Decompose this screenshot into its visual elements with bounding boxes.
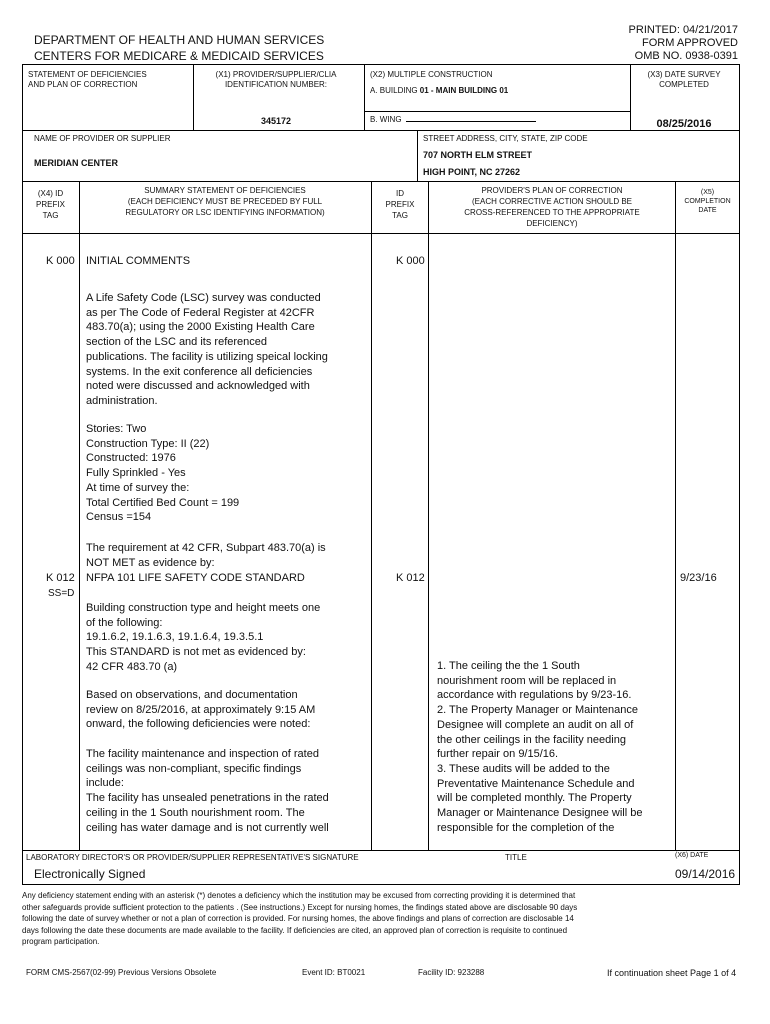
x3-value: 08/25/2016: [656, 118, 712, 130]
completion-date: 9/23/16: [680, 572, 717, 584]
address-line1: 707 NORTH ELM STREET: [423, 150, 533, 160]
address-line2: HIGH POINT, NC 27262: [423, 167, 521, 177]
col-id-header: ID PREFIX TAG: [385, 189, 415, 220]
tag-k000-right: K 000: [396, 255, 425, 267]
tag-k012-severity: SS=D: [48, 588, 75, 599]
department-title: DEPARTMENT OF HEALTH AND HUMAN SERVICES: [34, 33, 325, 47]
signature-date: 09/14/2016: [675, 867, 736, 881]
x2-wing: [370, 115, 536, 124]
event-id: Event ID: BT0021: [302, 968, 366, 977]
form-id: FORM CMS-2567(02-99) Previous Versions Obsolete: [26, 968, 217, 977]
form-approved: FORM APPROVED: [642, 37, 738, 49]
x2-label: (X2) MULTIPLE CONSTRUCTION: [370, 70, 493, 79]
statement-label: STATEMENT OF DEFICIENCIES AND PLAN OF CORRECTION: [28, 70, 147, 89]
facility-id: Facility ID: 923288: [418, 968, 485, 977]
address-label: STREET ADDRESS, CITY, STATE, ZIP CODE: [423, 134, 588, 143]
paragraph-findings: The facility maintenance and inspection of rated ceilings was non-compliant, specific findings include: The facility has unsealed penetrations in the rated ceiling in the 1 South nourishment room. The ceiling has water damage and is not currently well: [86, 748, 329, 834]
building-value: 01 - MAIN BUILDING 01: [419, 86, 509, 95]
paragraph-building-info: Stories: Two Construction Type: II (22) Constructed: 1976 Fully Sprinkled - Yes At time of survey the: Total Certified Bed Count = 199 Census =154: [86, 423, 240, 524]
x1-value: 345172: [260, 116, 292, 126]
col-x4-header: (X4) ID PREFIX TAG: [36, 189, 65, 220]
col-summary-header: SUMMARY STATEMENT OF DEFICIENCIES (EACH DEFICIENCY MUST BE PRECEDED BY FULL REGULATORY OR LSC IDENTIFYING INFORMATION): [125, 186, 325, 217]
electronically-signed: Electronically Signed: [34, 867, 146, 881]
paragraph-lsc-survey: A Life Safety Code (LSC) survey was conducted as per The Code of Federal Register at 42CFR 483.70(a); using the 2000 Existing Health Care section of the LSC and its referenced publications. The facility is utilizing speical locking systems. In the exit conference all deficiencies noted were discussed and acknowledged with administration.: [86, 292, 328, 407]
tag-k000: K 000: [46, 255, 75, 267]
tag-k012: K 012: [46, 572, 75, 584]
paragraph-construction-type: Building construction type and height meets one of the following: 19.1.6.2, 19.1.6.3, 19.1.6.4, 19.3.5.1 This STANDARD is not met as evidenced by: 42 CFR 483.70 (a): [86, 602, 321, 673]
header-right: [538, 24, 738, 63]
omb-number: OMB NO. 0938-0391: [634, 50, 738, 62]
x3-label: (X3) DATE SURVEY COMPLETED: [647, 70, 721, 89]
wing-label: B. WING: [370, 115, 402, 124]
x1-label: (X1) PROVIDER/SUPPLIER/CLIA IDENTIFICATION NUMBER:: [215, 70, 337, 89]
building-prefix: A. BUILDING: [370, 86, 420, 95]
x6-date-label: (X6) DATE: [675, 852, 709, 859]
centers-title: CENTERS FOR MEDICARE & MEDICAID SERVICES: [34, 49, 324, 63]
paragraph-observations: Based on observations, and documentation review on 8/25/2016, at approximately 9:15 AM onward, the following deficiencies were noted:: [86, 689, 316, 731]
tag-k012-right: K 012: [396, 572, 425, 584]
disclaimer-text: Any deficiency statement ending with an asterisk (*) denotes a deficiency which the institution may be excused from correcting providing it is determined that other safeguards provide sufficient protection to the patients . (See instructions.) Except for nursing homes, the findings stated above are disclosable 90 days following the date of survey whether or not a plan of correction is provided. For nursing homes, the above findings and plans of correction are disclosable 14 days following the date these documents are made available to the facility. If deficiencies are cited, an approved plan of correction is requisite to continued program participation.: [22, 891, 578, 946]
initial-comments: INITIAL COMMENTS: [86, 255, 191, 267]
provider-value: MERIDIAN CENTER: [34, 158, 119, 168]
title-label: TITLE: [505, 853, 527, 862]
printed-date: PRINTED: 04/21/2017: [628, 24, 738, 36]
col-plan-header: PROVIDER'S PLAN OF CORRECTION (EACH CORRECTIVE ACTION SHOULD BE CROSS-REFERENCED TO THE APPROPRIATE DEFICIENCY): [464, 186, 640, 228]
col-x5-header: (X5) COMPLETION DATE: [684, 189, 731, 214]
x2-building: [370, 86, 508, 95]
nfpa-title: NFPA 101 LIFE SAFETY CODE STANDARD: [86, 572, 305, 584]
plan-of-correction-text: 1. The ceiling the the 1 South nourishment room will be replaced in accordance with regulations by 9/23-16. 2. The Property Manager or Maintenance Designee will complete an audit on all of the other ceilings in the facility needing further repair on 9/15/16. 3. These audits will be added to the Preventative Maintenance Schedule and will be completed monthly. The Property Manager or Maintenance Designee will be responsible for the completion of the: [437, 660, 643, 834]
page-number: If continuation sheet Page 1 of 4: [607, 968, 737, 978]
paragraph-requirement: The requirement at 42 CFR, Subpart 483.70(a) is NOT MET as evidence by:: [86, 542, 326, 569]
signature-label: LABORATORY DIRECTOR'S OR PROVIDER/SUPPLIER REPRESENTATIVE'S SIGNATURE: [26, 853, 359, 862]
provider-label: NAME OF PROVIDER OR SUPPLIER: [34, 134, 171, 143]
